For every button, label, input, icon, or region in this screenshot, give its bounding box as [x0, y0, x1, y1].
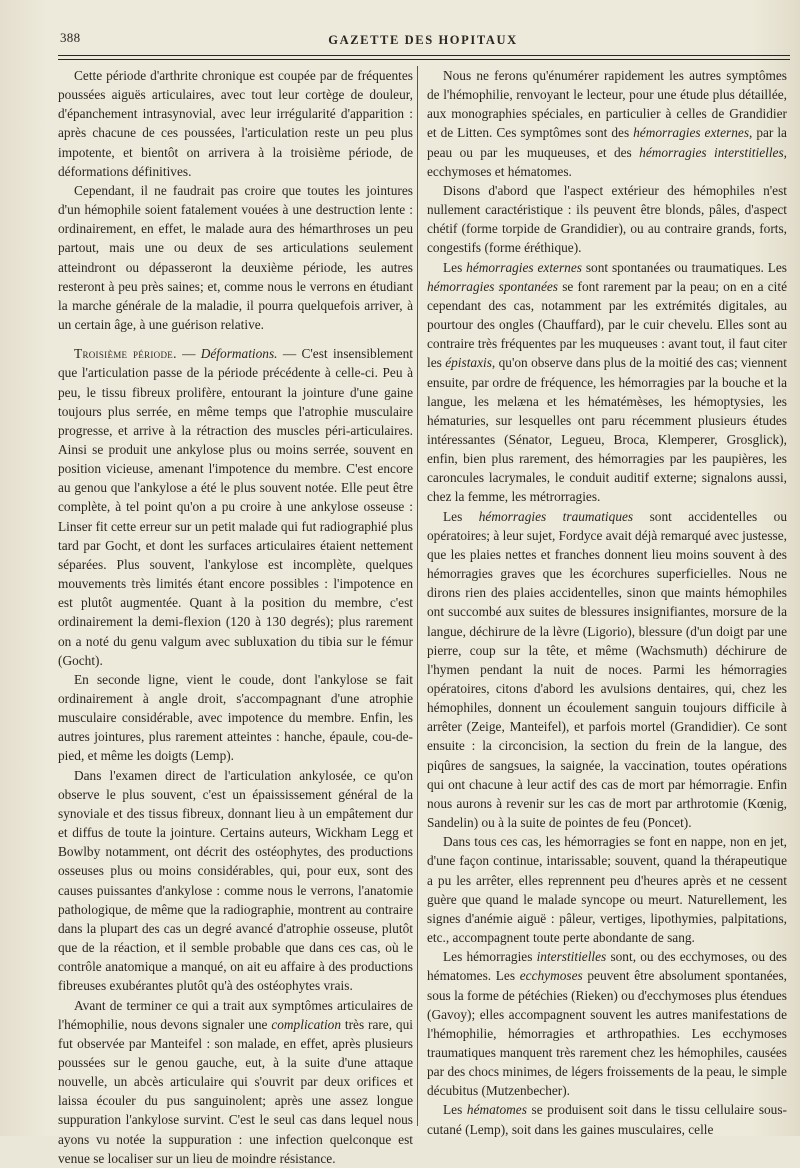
paragraph: Dans l'examen direct de l'articulation ankylosée, ce qu'on observe le plus souvent, c'est un épaississement général de la synoviale et des tissus fibreux, donnant lieu à un empâtement dur et diffus de toute la jointure. Certains auteurs, Wickham Legg et Bowlby notamment, ont décrit des ostéophytes, des productions osseuses plus ou moins considérables, qui, pour eux, sont des causes puissantes d'ankylose : comme nous le verrons, l'anatomie pathologique, de même que la radiographie, montrent au contraire dans la plupart des cas un degré avancé d'atrophie osseuse, plutôt que de la réaction, et il semble probable que dans ces cas, où le contrôle anatomique a manqué, on ait eu affaire à des productions fibreuses exubérantes plutôt qu'à des ostéophytes vrais. [58, 767, 413, 994]
dash: — [176, 346, 201, 362]
italic-term: hémorragies interstitielles [639, 144, 784, 160]
paragraph-text: Nous ne ferons qu'énumérer rapidement les autres symptômes de l'hémophilie, renvoyant le lecteur, pour une étude plus détaillée, aux monographies spéciales, en particulier à celles de Grandidier et de Litten. Ces symptômes sont des [427, 68, 787, 141]
paragraph-section-heading [58, 344, 413, 670]
paragraph-text: Les [443, 508, 479, 524]
paragraph: En seconde ligne, vient le coude, dont l'ankylose se fait ordinairement à angle droit, s'accompagnant d'une atrophie musculaire considérable, avec impotence du membre. Enfin, les autres jointures, plus rarement atteintes : hanche, épaule, cou-de-pied, et même les doigts (Lemp). [58, 671, 413, 764]
paragraph-text: — C'est insensiblement que l'articulation passe de la période précédente à celle-ci. Peu à peu, le tissu fibreux prolifère, entourant la jointure d'une gaine toujours plus serrée, en même temps que l'atrophie musculaire progresse, et arrive à la rétraction des muscles péri-articulaires. Ainsi se produit une ankylose plus ou moins serrée, souvent en position vicieuse, amenant l'impotence du membre. C'est encore au genou que l'ankylose a été le plus souvent notée. Elle peut être complète, à tel point qu'on a pu croire à une ankylose osseuse : Linser fit cette erreur sur un petit malade qui fut radiographié plus tard par Gocht, et dont les surfaces articulaires étaient nettement séparées. Plus souvent, l'ankylose est incomplète, quelques mouvements très limités étant encore possibles : l'impotence en est plutôt augmentée. Quant à la position du membre, c'est ordinairement la demi-flexion (120 à 130 degrés); plus rarement on a noté du genu valgum avec subluxation du tibia sur le fémur (Gocht). [58, 346, 414, 668]
italic-term: hémorragies spontanées [427, 278, 558, 294]
header-rule-thin [58, 59, 790, 60]
left-column [58, 66, 413, 1168]
section-title: Déformations. [200, 346, 278, 362]
page-number: 388 [60, 30, 81, 45]
right-column [427, 66, 787, 1139]
italic-term: hémorragies traumatiques [478, 508, 634, 524]
paragraph-text: , par la peau ou par les muqueuses, et des [427, 125, 787, 160]
italic-term: hématomes [466, 1102, 527, 1118]
paragraph-text: Les [443, 1102, 467, 1118]
paragraph-text: sont spontanées ou traumatiques. Les [581, 259, 788, 275]
paragraph [427, 507, 787, 833]
paragraph-text: Avant de terminer ce qui a trait aux symptômes articulaires de l'hémophilie, nous devons signaler une [58, 997, 413, 1032]
paragraph-text: Les [443, 259, 467, 275]
section-lead: Troisième période. [74, 346, 177, 362]
paragraph-text: , qu'on observe dans plus de la moitié des cas; viennent ensuite, par ordre de fréquence, les hémorragies par la bouche et la langue, les melæna et les hématémèses, les hémoptysies, les hématuries, sur lesquelles ont paru récemment plusieurs études intéressantes (Sénator, Legueu, Broca, Klemperer, Grosglick), enfin, bien plus rarement, des hémorragies par les paupières, les caroncules lacrymales, le conduit auditif externe; signalons aussi, chez la femme, les métrorragies. [427, 355, 787, 505]
column-divider [417, 66, 418, 1126]
paragraph: Cependant, il ne faudrait pas croire que toutes les jointures d'un hémophile soient fatalement vouées à une destruction lente : ordinairement, en effet, le malade aura des hémarthroses un peu partout, mais une ou deux de ses articulations seulement atteindront ou dépasseront la deuxième période, les autres resteront à peu près saines; et, comme nous le verrons en étudiant la marche générale de la maladie, il pourra quelquefois arriver, à un certain âge, à une guérison relative. [58, 182, 413, 333]
italic-term: interstitielles [536, 949, 607, 965]
paragraph [58, 996, 413, 1168]
paragraph-text: , ecchymoses et hématomes. [427, 144, 788, 179]
header-rule-thick [58, 55, 790, 56]
italic-term: hémorragies externes [633, 125, 750, 141]
paragraph: Disons d'abord que l'aspect extérieur des hémophiles n'est nullement caractéristique : ils peuvent être blonds, pâles, d'aspect chétif (forme torpide de Grandidier), ou au contraire grands, forts, congestifs (forme éréthique). [427, 182, 787, 256]
italic-term: complication [271, 1016, 341, 1032]
paragraph: Cette période d'arthrite chronique est coupée par de fréquentes poussées aiguës articulaires, avec tout leur cortège de douleur, d'épanchement intrasynovial, avec leur irrégularité d'apparition : après chacune de ces poussées, l'articulation reste un peu plus impotente, et bientôt on arrivera à la troisième période, de déformations définitives. [58, 68, 413, 179]
paragraph-text: se produisent soit dans le tissu cellulaire sous-cutané (Lemp), soit dans les gaines musculaires, celle [427, 1102, 787, 1137]
italic-term: épistaxis [445, 355, 492, 371]
italic-term: ecchymoses [519, 968, 583, 984]
paragraph-text: peuvent être absolument spontanées, sous la forme de pétéchies (Rieken) ou d'ecchymoses plus étendues (Gavoy); elles accompagnent souvent les autres manifestations de l'hémophilie, hémorragies et arthropathies. Les ecchymoses traumatiques manquent très rarement chez les hémophiles, causées par des chocs minimes, de légers froissements de la peau, le simple décubitus (Mutzenbecher). [427, 968, 788, 1099]
paragraph-text: sont, ou des ecchymoses, ou des hématomes. Les [427, 949, 787, 984]
paragraph: Dans tous ces cas, les hémorragies se font en nappe, non en jet, d'une façon continue, intarissable; souvent, quand la thérapeutique a pu les arrêter, elles reprennent peu d'heures après et ne cessent guère que quand le malade syncope ou meurt. Naturellement, les signes d'anémie aiguë : pâleur, vertiges, lipothymies, palpitations, etc., accompagnent toute perte abondante de sang. [427, 834, 787, 946]
paragraph [427, 66, 787, 181]
paragraph-text: se font rarement par la peau; on en a cité cependant des cas, notamment par les extrémités digitales, au pourtour des ongles (Chauffard), par le cuir chevelu. Elles sont au contraire très fréquentes par les muqueuses : avant tout, il faut citer les [427, 278, 787, 371]
paragraph-text: Les hémorragies [443, 949, 537, 965]
paragraph [427, 258, 787, 507]
paragraph-text: sont accidentelles ou opératoires; à leur sujet, Fordyce avait déjà remarqué avec justesse, que les plaies nettes et franches donnent lieu moins souvent à des hémorragies graves que les écorchures superficielles. Nous ne dirons rien des plaies accidentelles, sinon que maints hémophiles ont succombé aux suites de blessures insignifiantes, morsure de la langue, déchirure de la lèvre (Ligorio), blessure (d'un doigt par une pierre, coup sur la tête, et même (Wachsmuth) déchirure de l'hymen pendant la nuit de noces. Parmi les hémorragies opératoires, citons d'abord les avulsions dentaires, qui, chez les hémophiles, donnent un écoulement sanguin toujours difficile à arrêter (Zeige, Manteifel), et parfois mortel (Grandidier). Ce sont ensuite : la circoncision, la section du frein de la langue, des piqûres de sangsues, la saignée, la vaccination, toutes opérations qui ont chacune à leur actif des cas de mort par hémorragie. Enfin nous aurons à revenir sur les cas de mort par arthrotomie (Kœnig, Sandelin) ou à la suite de pointes de feu (Poncet). [427, 508, 788, 831]
italic-term: hémorragies externes [466, 259, 582, 275]
paragraph-text: très rare, qui fut observée par Manteifel : son malade, en effet, après plusieurs poussées sur le genou gauche, eut, à la suite d'une attaque nouvelle, un abcès articulaire qui s'ouvrit par deux orifices et laissa écouler du pus sanguinolent; après une assez longue suppuration l'ankylose survint. C'est le seul cas dans lequel nous ayons vu notée la suppuration : une infection quelconque est venue se localiser sur un lieu de moindre résistance. [58, 1016, 413, 1166]
paragraph [427, 947, 787, 1100]
paragraph [427, 1100, 787, 1138]
page-header [58, 28, 788, 54]
running-title: GAZETTE DES HOPITAUX [328, 33, 518, 47]
